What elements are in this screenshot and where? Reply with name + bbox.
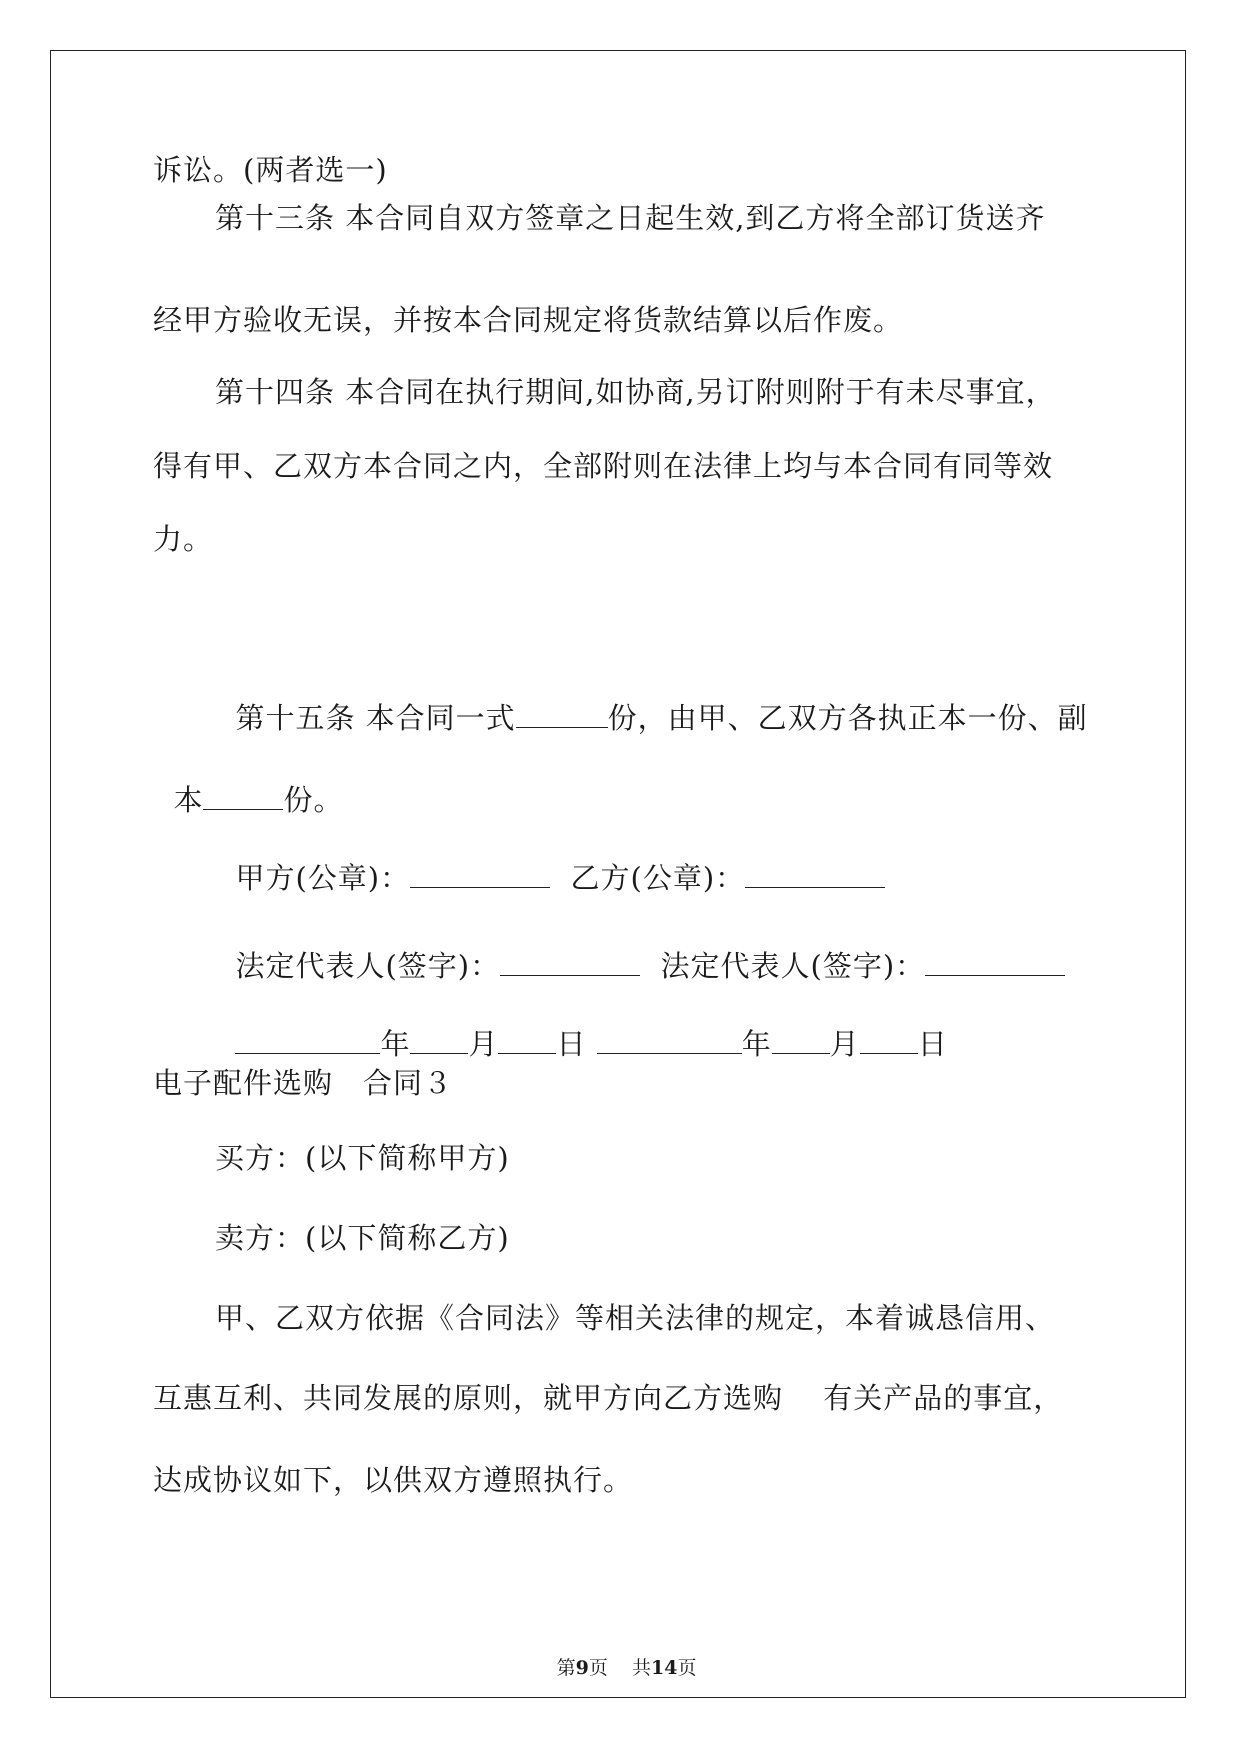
party-b-rep-blank	[925, 947, 1065, 976]
total-prefix: 共	[632, 1657, 652, 1679]
month-label: 月	[829, 1027, 860, 1061]
clause-15-line-1	[215, 658, 1088, 738]
page-prefix: 第	[556, 1657, 576, 1679]
party-b-month-blank	[772, 1025, 830, 1054]
month-label: 月	[468, 1027, 499, 1061]
page-number: 9	[575, 1657, 589, 1679]
text-line: 诉讼。(两者选一)	[153, 153, 388, 187]
clause-14-line-2: 得有甲、乙双方本合同之内，全部附则在法律上均与本合同有同等效	[153, 449, 1054, 483]
page-footer	[0, 1632, 1241, 1680]
contract-heading: 电子配件选购 合同３	[153, 1066, 454, 1100]
year-label: 年	[741, 1027, 772, 1061]
party-a-rep-blank	[500, 947, 640, 976]
year-label: 年	[380, 1027, 411, 1061]
seller-line: 卖方：(以下简称乙方)	[215, 1221, 510, 1255]
party-a-day-blank	[498, 1025, 556, 1054]
clause-15-text-c: 本	[173, 783, 204, 817]
party-b-year-blank	[597, 1025, 742, 1054]
party-a-month-blank	[410, 1025, 468, 1054]
clause-15-text-d: 份。	[283, 783, 344, 817]
page-unit: 页	[588, 1657, 608, 1679]
party-b-day-blank	[860, 1025, 918, 1054]
clause-13-line-1: 第十三条 本合同自双方签章之日起生效,到乙方将全部订货送齐	[215, 201, 1046, 235]
clause-15-text-b: 份，由甲、乙双方各执正本一份、副	[607, 701, 1088, 735]
seal-line	[215, 818, 885, 898]
clause-13-line-2: 经甲方验收无误，并按本合同规定将货款结算以后作废。	[153, 303, 904, 337]
party-a-seal-label: 甲方(公章)：	[235, 861, 411, 895]
copies-blank	[516, 699, 608, 728]
party-a-year-blank	[235, 1025, 380, 1054]
buyer-line: 买方：(以下简称甲方)	[215, 1141, 510, 1175]
date-line	[215, 984, 948, 1064]
clause-15-text-a: 第十五条 本合同一式	[235, 701, 516, 735]
copies-blank-2	[203, 781, 283, 810]
total-unit: 页	[677, 1657, 697, 1679]
clause-15-line-2	[153, 740, 343, 820]
preamble-line-1: 甲、乙双方依据《合同法》等相关法律的规定，本着诚恳信用、	[215, 1301, 1056, 1335]
preamble-line-3: 达成协议如下，以供双方遵照执行。	[153, 1463, 634, 1497]
total-pages: 14	[651, 1657, 678, 1679]
clause-14-line-1: 第十四条 本合同在执行期间,如协商,另订附则附于有未尽事宜，	[215, 375, 1056, 409]
preamble-line-2: 互惠互利、共同发展的原则，就甲方向乙方选购 有关产品的事宜，	[153, 1381, 1064, 1415]
day-label: 日	[556, 1027, 587, 1061]
party-b-seal-blank	[745, 859, 885, 888]
representative-line	[215, 906, 1065, 986]
party-a-rep-label: 法定代表人(签字)：	[235, 949, 501, 983]
party-b-seal-label: 乙方(公章)：	[570, 861, 746, 895]
party-a-seal-blank	[410, 859, 550, 888]
party-b-rep-label: 法定代表人(签字)：	[660, 949, 926, 983]
clause-14-line-3: 力。	[153, 522, 214, 556]
day-label: 日	[917, 1027, 948, 1061]
